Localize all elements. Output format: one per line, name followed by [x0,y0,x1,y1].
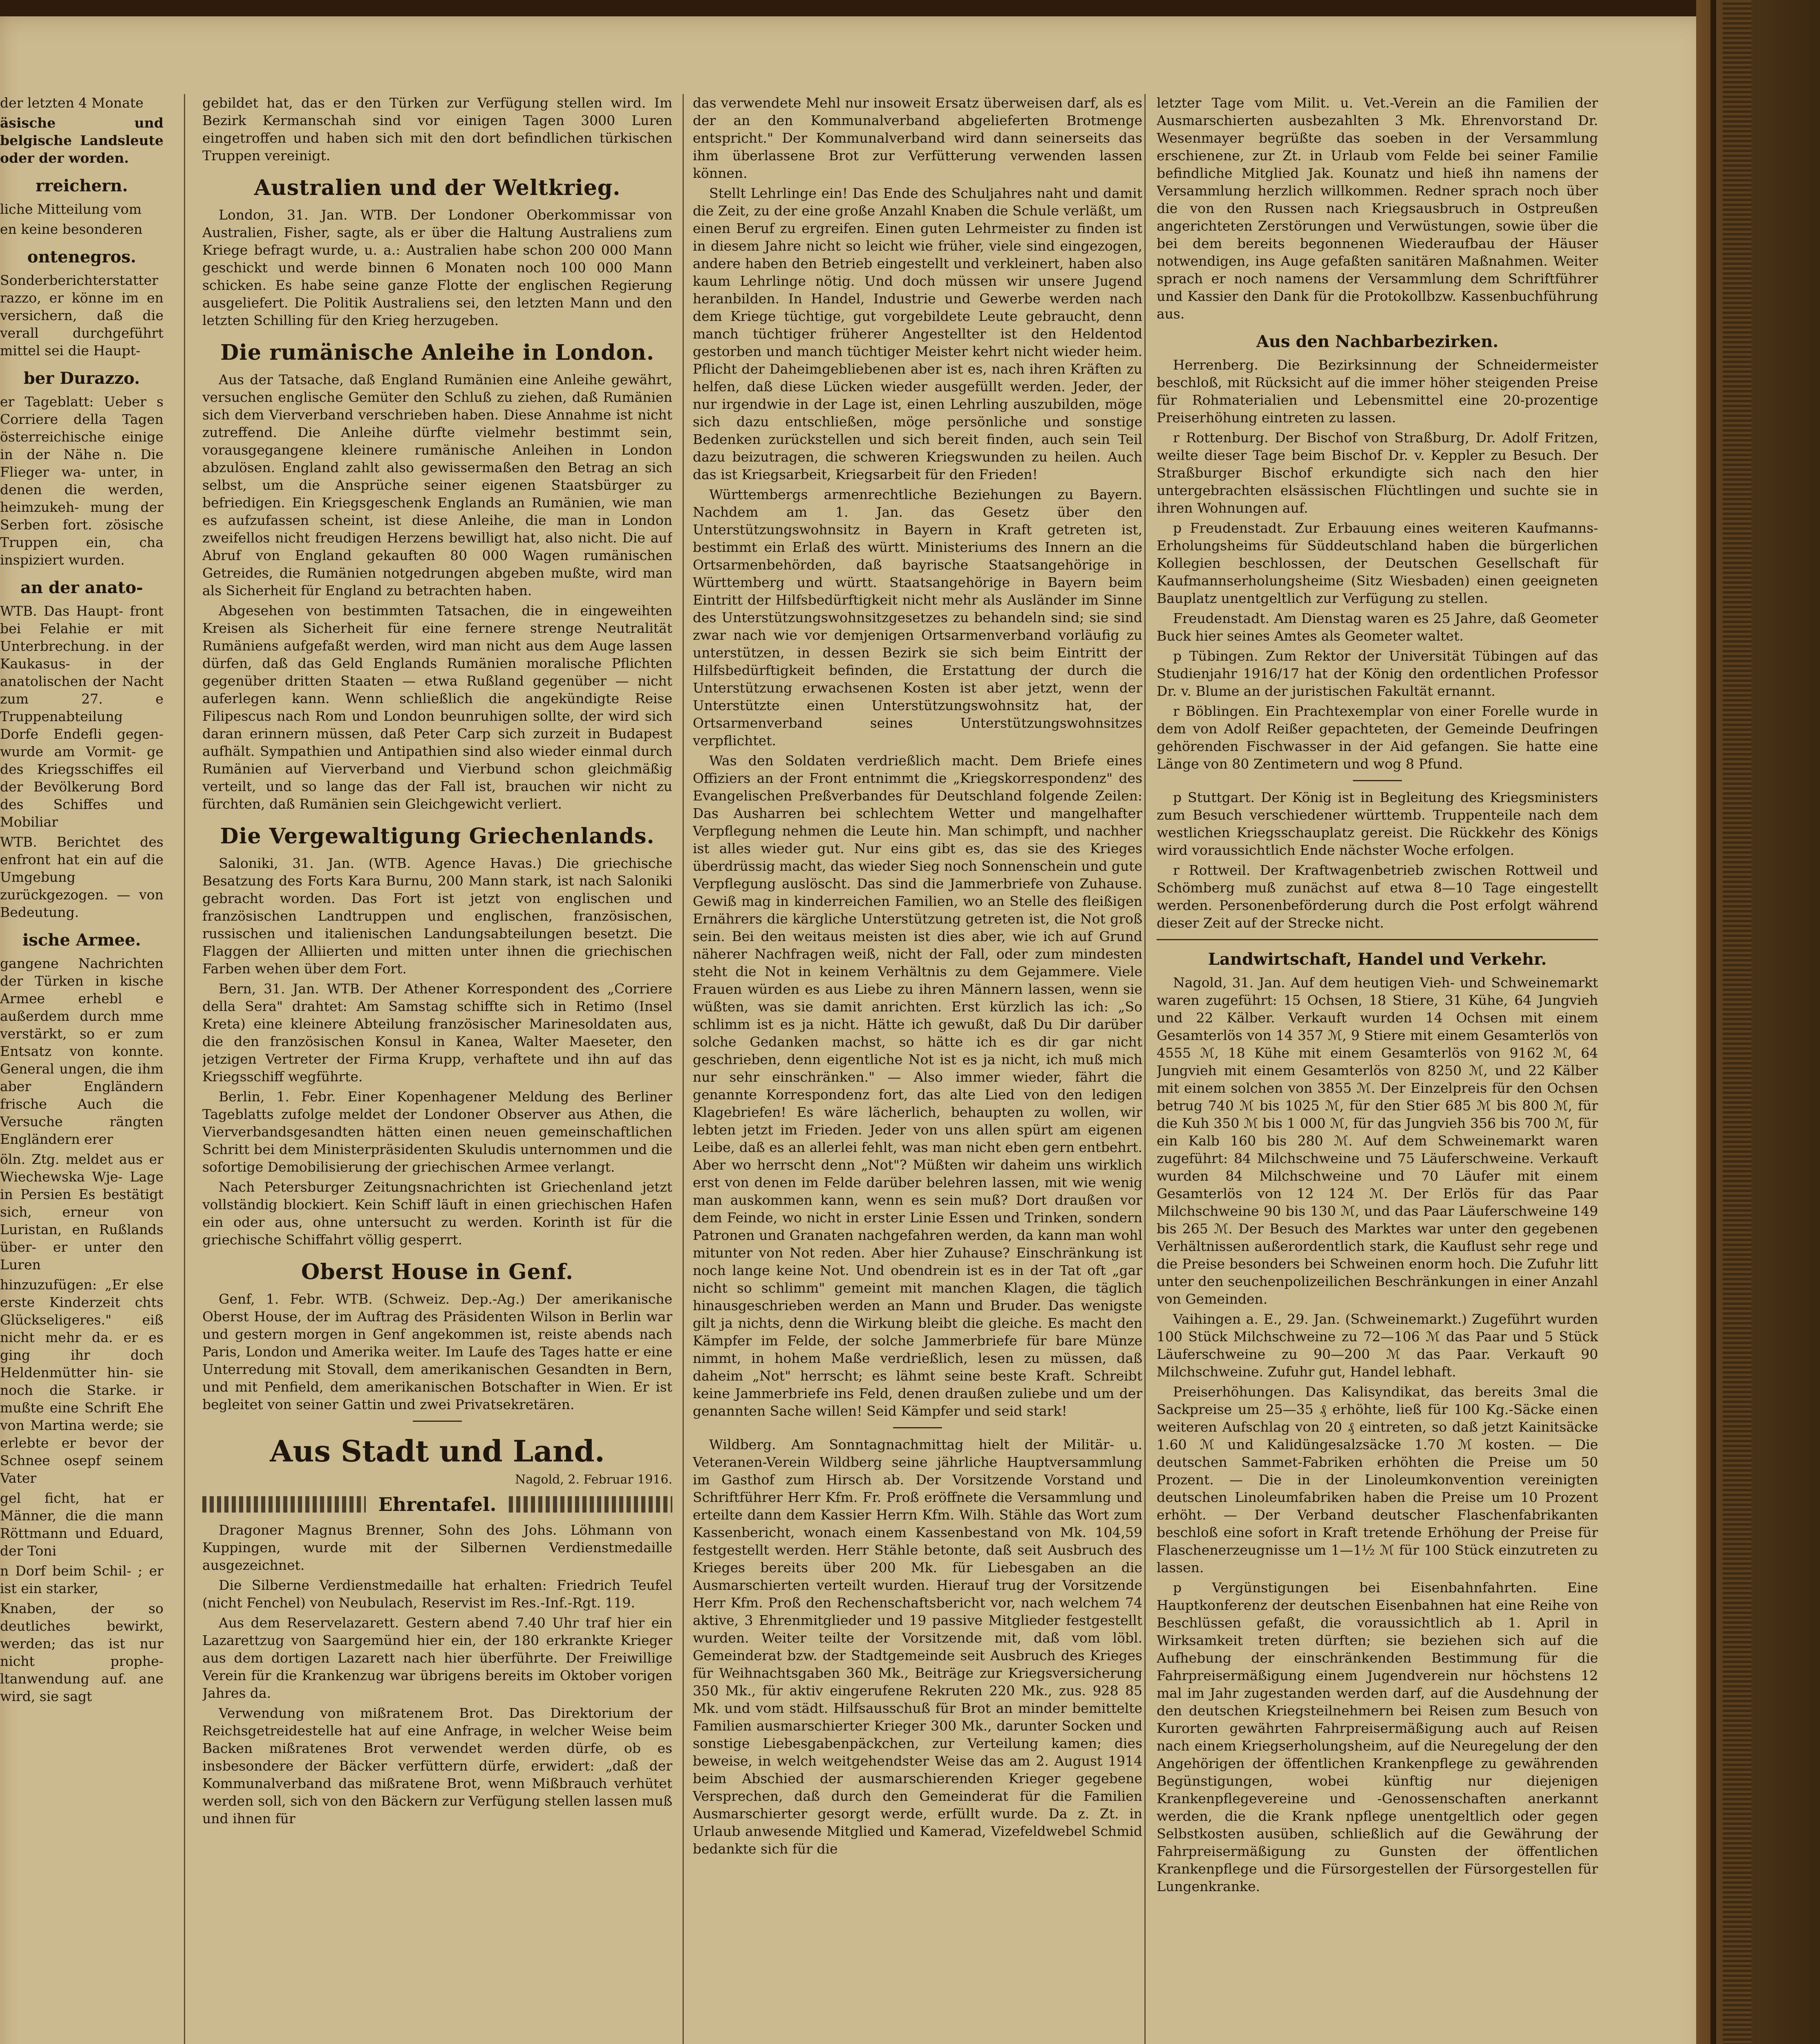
ehrentafel-banner [202,1493,672,1516]
article-paragraph: Berlin, 1. Febr. Einer Kopenhagener Meldung des Berliner Tageblatts zufolge meldet der Londoner Observer aus Athen, die Vierverbandsgesandten hätten einen neuen gemeinschaftlichen Schritt bei dem Ministerpräsidenten Skuludis unternommen und die sofortige Demobilisierung der griechischen Armee verlangt. [202,1089,672,1175]
article-paragraph: r Rottweil. Der Kraftwagenbetrieb zwischen Rottweil und Schömberg muß zunächst auf etwa 8—10 Tage eingestellt werden. Personenbeförderung durch die Post erfolgt während dieser Zeit auf der Strecke nicht. [1157,862,1598,931]
article-paragraph: p Vergünstigungen bei Eisenbahnfahrten. Eine Hauptkonferenz der deutschen Eisenbahnen hat eine Reihe von Beschlüssen gefaßt, die voraussichtlich ab 1. April in Wirksamkeit treten dürften; sie beziehen sich auf die Aufhebung der einschränkenden Bestimmung für die Fahrpreisermäßigung einem Jugendverein nur höchstens 12 mal im Jahr zugestanden werden darf, auf die Ausdehnung der den deutschen Kriegsteilnehmern bei Reisen zum Besuch von Kurorten gewährten Fahrpreisermäßigung auch auf Reisen nach einem Kriegserholungsheim, auf die Neuregelung der den Angehörigen der öffentlichen Krankenpflege zu gewährenden Begünstigungen, wobei künftig nur diejenigen Krankenpflegevereine und -Genossenschaften anerkannt werden, die die Krank npflege unentgeltlich oder gegen Selbstkosten ausüben, schließlich auf die Gewährung der Fahrpreisermäßigung zu Gunsten der öffentlichen Krankenpflege und die Fürsorgestellen der Fürsorgestellen für Lungenkranke. [1157,1580,1598,1894]
fragment-heading: ber Durazzo. [23,369,140,388]
fragment-heading: an der anato- [20,578,143,597]
article-paragraph: p Tübingen. Zum Rektor der Universität Tübingen auf das Studienjahr 1916/17 hat der König den ordentlichen Professor Dr. v. Blume an der juristischen Fakultät ernannt. [1157,648,1598,699]
column-rule [683,94,684,2044]
newspaper-page [0,16,1725,2044]
ornament [202,1496,366,1513]
fragment: n Dorf beim Schil- ; er ist ein starker, [0,1563,163,1596]
section-divider [413,1421,462,1422]
article-paragraph: r Rottenburg. Der Bischof von Straßburg, Dr. Adolf Fritzen, weilte dieser Tage beim Bischof Dr. v. Keppler zu Besuch. Der Straßburger Bischof erkundigte sich nach den hier untergebrachten elsässischen Flüchtlingen und suchte sie in ihren Wohnungen auf. [1157,430,1598,516]
article-paragraph: Württembergs armenrechtliche Beziehungen zu Bayern. Nachdem am 1. Jan. das Gesetz über den Unterstützungswohnsitz in Bayern in Kraft getreten ist, bestimmt ein Erlaß des württ. Ministeriums des Innern an die Ortsarmenbehörden, daß bayrische Staatsangehörige in Württemberg und württ. Staatsangehörige in Bayern beim Eintritt der Hilfsbedürftigkeit nicht mehr als Ausländer im Sinne des Unterstützungswohnsitzgesetzes zu behandeln sind; sie sind zwar nach wie vor demjenigen Ortsarmenverband vorläufig zu unterstützen, in dessen Bezirk sie sich beim Eintritt der Hilfsbedürftigkeit befinden, die Erstattung der durch die Unterstützung erwachsenen Kosten ist aber jetzt, wenn der Unterstützte einen Unterstützungswohnsitz hat, der Ortsarmenverband seines Unterstützungswohnsitzes verpflichtet. [693,486,1142,749]
fragment: er Tageblatt: Ueber s Corriere della Tagen österreichische einige in der Nähe n. Die Flieger wa- unter, in denen die werden, heimzukeh- mung der Serben fort. zösische Truppen ein, cha inspiziert wurden. [0,394,163,568]
article-paragraph: Bern, 31. Jan. WTB. Der Athener Korrespondent des „Corriere della Sera" drahtet: Am Samstag schiffte sich in Retimo (Insel Kreta) eine kleinere Abteilung französischer Marinesoldaten aus, die den französischen Konsul in Kanea, Walter Maeseter, den jetzigen Vertreter der Firma Krupp, verhaftete und ihn auf das Kriegsschiff wegführte. [202,981,672,1085]
ornament [509,1496,672,1513]
article-paragraph: Preiserhöhungen. Das Kalisyndikat, das bereits 3mal die Sackpreise um 25—35 ₰ erhöhte, ließ für 100 Kg.-Säcke einen weiteren Aufschlag von 20 ₰ eintreten, so daß jetzt Kainitsäcke 1.60 ℳ und Kalidüngesalzsäcke 1.70 ℳ kosten. — Die deutschen Sammet-Fabriken erhöhten die Preise um 50 Prozent. — Die in der Linoleumkonvention vereinigten deutschen Linoleumfabriken haben die Preise um 10 Prozent erhöht. — Der Verband deutscher Flaschenfabrikanten beschloß eine sofort in Kraft tretende Erhöhung der Preise für Flaschenerzeugnisse um 1—1½ ℳ für 100 Stück einzutreten zu lassen. [1157,1384,1598,1576]
column-rule [1144,94,1146,2044]
dateline: Nagold, 2. Februar 1916. [515,1472,672,1487]
binding-pages [1723,0,1751,2044]
article-paragraph: das verwendete Mehl nur insoweit Ersatz überweisen darf, als es der an den Kommunalverband abgelieferten Brotmenge entspricht." Der Kommunalverband wird dann seinerseits das ihm überlassene Brot zur Verfütterung verwenden lassen können. [693,95,1142,181]
article-paragraph: Nach Petersburger Zeitungsnachrichten ist Griechenland jetzt vollständig blockiert. Kein Schiff läuft in einen griechischen Hafen ein oder aus, ohne untersucht zu werden. Korinth ist für die griechische Schiffahrt völlig gesperrt. [202,1179,672,1248]
article-paragraph: gebildet hat, das er den Türken zur Verfügung stellen wird. Im Bezirk Kermanschah sind vor einigen Tagen 3000 Luren eingetroffen und haben sich mit den dort befindlichen türkischen Truppen vereinigt. [202,95,672,164]
headline-nachbarbezirke: Aus den Nachbarbezirken. [1256,332,1499,351]
column-rule [184,94,185,2044]
article-paragraph: Die Silberne Verdienstmedaille hat erhalten: Friedrich Teufel (nicht Fenchel) von Neubulach, Reservist im Res.-Inf.-Rgt. 119. [202,1577,672,1611]
article-paragraph: p Freudenstadt. Zur Erbauung eines weiteren Kaufmanns-Erholungsheims für Süddeutschland haben die bürgerlichen Kollegien beschlossen, der Deutschen Gesellschaft für Kaufmannserholungsheime (Sitz Wiesbaden) einen geeigneten Bauplatz unentgeltlich zur Verfügung zu stellen. [1157,520,1598,606]
article-paragraph: Aus der Tatsache, daß England Rumänien eine Anleihe gewährt, versuchen englische Gemüter den Schluß zu ziehen, daß Rumänien sich dem Vierverband verschrieben haben. Diese Annahme ist nicht zutreffend. Die Anleihe dürfte vielmehr bestimmt sein, vorausgegangene kleinere rumänische Anleihen in London abzulösen. England zahlt also gewissermaßen den Betrag an sich selbst, um die Ansprüche seiner eigenen Staatsbürger zu befriedigen. Ein Kriegsgeschenk Englands an Rumänien, wie man es aufzufassen scheint, ist diese Anleihe, die man in London zweifellos nicht freudigen Herzens bewilligt hat, also nicht. Die auf Abruf von England gekauften 80 000 Wagen rumänischen Getreides, die Rumänien notgedrungen abgeben mußte, wird man als Sicherheit für England zu betrachten haben. [202,372,672,598]
column-2 [693,94,1142,2044]
article-paragraph: Was den Soldaten verdrießlich macht. Dem Briefe eines Offiziers an der Front entnimmt die „Kriegskorrespondenz" des Evangelischen Preßverbandes für Deutschland folgende Zeilen: Das Ausharren bei schlechtem Wetter und mangelhafter Verpflegung nehmen die Leute hin. Man schimpft, und nachher ist alles wieder gut. Nur eins gibt es, das sie des Krieges überdrüssig macht, das wieder Sieg noch Sonnenschein und gute Verpflegung auslöscht. Das sind die Jammerbriefe von Zuhause. Gewiß mag in kinderreichen Familien, wo an Stelle des fleißigen Ernährers die kärgliche Unterstützung getreten ist, die Not groß sein. Bei den weitaus meisten ist dies aber, wie ich auf Grund näherer Nachfragen weiß, nicht der Fall, oder zum mindesten steht die Not in keinem Verhältnis zu dem Gejammere. Viele Frauen würden es aus Liebe zu ihren Männern lassen, wenn sie wüßten, was sie damit anrichten. Erst kürzlich las ich: „So schlimm ist es ja nicht. Hätte ich gewußt, daß Du Dir darüber solche Gedanken machst, so hätte ich es dir gar nicht geschrieben, denn eigentliche Not ist es ja nicht, ich muß mich nur sehr einschränken." — Also immer wieder, fährt die genannte Korrespondenz fort, das alte Lied von den ledigen Klagebriefen! Es wäre lächerlich, behaupten zu wollen, wir lebten jetzt im Frieden. Jeder von uns allen spürt am eigenen Leibe, daß es an allerlei fehlt, was man nicht eben gern entbehrt. Aber wo herrscht denn „Not"? Müßten wir daheim uns wirklich erst von denen im Felde darüber belehren lassen, mit wie wenig man auskommen kann, wenn es sein muß? Dort draußen vor dem Feinde, wo nicht in erster Linie Essen und Trinken, sondern Patronen und Granaten nachgefahren werden, da kann man wohl mitunter von Not reden. Aber hier Zuhause? Einschränkung ist noch lange keine Not. Und obendrein ist es in der Tat oft „gar nicht so schlimm" gemeint mit manchen Klagen, die täglich hinausgeschrieben werden an Mann und Bruder. Das wenigste gilt ja nichts, denn die Wirkung bleibt die gleiche. Es macht den Kämpfer im Felde, der solche Jammerbriefe für bare Münze nimmt, in hohem Maße verdrießlich, lesen zu müssen, daß daheim „Not" herrscht; es lähmt seine beste Kraft. Schreibt keine Jammerbriefe ins Feld, denen draußen zuliebe und um der genannten Sache willen! Seid Kämpfer und seid stark! [693,753,1142,1419]
article-paragraph: Genf, 1. Febr. WTB. (Schweiz. Dep.-Ag.) Der amerikanische Oberst House, der im Auftrag des Präsidenten Wilson in Berlin war und gestern morgen in Genf angekommen ist, reiste abends nach Paris, London und Amerika weiter. Im Laufe des Tages hatte er eine Unterredung mit Stovall, dem amerikanischen Gesandten in Bern, und mit Penfield, dem amerikanischen Botschafter in Wien. Er ist begleitet von seiner Gattin und zwei Privatsekretären. [202,1291,672,1412]
article-paragraph: Vaihingen a. E., 29. Jan. (Schweinemarkt.) Zugeführt wurden 100 Stück Milchschweine zu 72—106 ℳ das Paar und 5 Stück Läuferschweine zu 90—200 ℳ das Paar. Verkauft 90 Milchschweine. Zufuhr gut, Handel lebhaft. [1157,1311,1598,1380]
headline-house: Oberst House in Genf. [301,1260,574,1284]
section-divider [893,1427,942,1428]
fragment: en keine besonderen [0,221,143,237]
headline-anleihe: Die rumänische Anleihe in London. [220,340,654,365]
column-3 [1157,94,1598,2044]
article-paragraph: Aus dem Reservelazarett. Gestern abend 7.40 Uhr traf hier ein Lazarettzug von Saargemünd hier ein, der 180 erkrankte Krieger aus dem dortigen Lazarett nach hier überführte. Der Freiwillige Verein für die Krankenzug war übrigens bereits im Oktober vorigen Jahres da. [202,1615,672,1701]
fragment: der letzten 4 Monate [0,95,144,111]
headline-australien: Australien und der Weltkrieg. [254,175,621,200]
article-paragraph: Verwendung von mißratenem Brot. Das Direktorium der Reichsgetreidestelle hat auf eine Anfrage, in welcher Weise beim Backen mißratenes Brot verwendet werden dürfe, ob es insbesondere der Bäcker verfüttern dürfe, erwidert: „daß der Kommunalverband das mißratene Brot, wenn Mißbrauch verhütet werden soll, sich von den Bäckern zur Verfügung stellen lassen muß und ihnen für [202,1705,672,1827]
fragment-heading: ische Armee. [22,930,141,950]
column-1 [202,94,672,2044]
section-divider [1157,939,1598,940]
article-paragraph: Nagold, 31. Jan. Auf dem heutigen Vieh- und Schweinemarkt waren zugeführt: 15 Ochsen, 18 Stiere, 31 Kühe, 64 Jungvieh und 22 Kälber. Verkauft wurden 14 Ochsen mit einem Gesamterlös von 14 357 ℳ, 9 Stiere mit einem Gesamterlös von 4555 ℳ, 18 Kühe mit einem Gesamterlös von 9162 ℳ, 64 Jungvieh mit einem Gesamterlös von 8250 ℳ, und 22 Kälber mit einem solchen von 3855 ℳ. Der Einzelpreis für den Ochsen betrug 740 ℳ bis 1025 ℳ, für den Stier 685 ℳ bis 800 ℳ, für die Kuh 350 ℳ bis 1 000 ℳ, für das Jungvieh 356 bis 700 ℳ, für ein Kalb 160 bis 280 ℳ. Auf dem Schweinemarkt waren zugeführt: 84 Milchschweine und 75 Läuferschweine. Verkauft wurden 84 Milchschweine und 70 Läufer mit einem Gesamterlös von 12 124 ℳ. Der Erlös für das Paar Milchschweine 90 bis 130 ℳ, und das Paar Läuferschweine 149 bis 265 ℳ. Der Besuch des Marktes war unter den gegebenen Verhältnissen außerordentlich stark, die Kauflust sehr rege und die Preise besonders bei Schweinen enorm hoch. Die Zufuhr litt unter den seuchenpolizeilichen Beschränkungen in einer Anzahl von Gemeinden. [1157,975,1598,1307]
ehrentafel-title: Ehrentafel. [378,1493,497,1515]
fragment-heading: ontenegros. [27,247,137,267]
fragment: WTB. Berichtet des enfront hat ein auf die Umgebung zurückgezogen. — von Bedeutung. [0,834,163,920]
fragment: WTB. Das Haupt- front bei Felahie er mit Unterbrechung. in der Kaukasus- in der anatolischen der Nacht zum 27. e Truppenabteilung Dorfe Endefli gegen- wurde am Vormit- ge des Kriegsschiffes eil der Bevölkerung Bord des Schiffes und Mobiliar [0,603,163,830]
article-paragraph: p Stuttgart. Der König ist in Begleitung des Kriegsministers zum Besuch verschiedener württemb. Truppenteile nach dem westlichen Kriegsschauplatz gereist. Die Rückkehr des Königs wird voraussichtlich Ende nächster Woche erfolgen. [1157,789,1598,858]
article-paragraph: Wildberg. Am Sonntagnachmittag hielt der Militär- u. Veteranen-Verein Wildberg seine jährliche Hauptversammlung im Gasthof zum Hirsch ab. Der Vorsitzende Vorstand und Schriftführer Herr Kfm. Fr. Proß eröffnete die Versammlung und erteilte dann dem Kassier Herrn Kfm. Wilh. Stähle das Wort zum Kassenbericht, wonach einem Kassenbestand von Mk. 104,59 festgestellt werden. Herr Stähle betonte, daß seit Ausbruch des Krieges bereits über 200 Mk. für Liebesgaben an die Ausmarschierten verteilt wurden. Hierauf trug der Vorsitzende Herr Kfm. Proß den Rechenschaftsbericht vor, nach welchem 74 aktive, 3 Ehrenmitglieder und 19 passive Mitglieder festgestellt wurden. Weiter teilte der Vorsitzende mit, daß vom löbl. Gemeinderat bzw. der Stadtgemeinde seit Ausbruch des Krieges für Weihnachtsgaben 360 Mk., Beiträge zur Kriegsversicherung 350 Mk., für aktiv eingerufene Rekruten 220 Mk., zus. 928 85 Mk. und vom städt. Hilfsausschuß für Brot an minder bemittelte Familien ausmarschierter Krieger 300 Mk., darunter Socken und sonstige Liebesgabenpäckchen, zur Verteilung kamen; dies beweise, in welch weitgehendster Weise das am 2. August 1914 beim Abschied der ausmarschierenden Krieger gegebene Versprechen, daß durch den Gemeinderat für die Familien Ausmarschierter gesorgt werde, erfüllt wurde. Da z. Zt. in Urlaub anwesende Mitglied und Kamerad, Vizefeldwebel Schmid bedankte sich für die [693,1437,1142,1857]
article-paragraph: r Böblingen. Ein Prachtexemplar von einer Forelle wurde in dem von Adolf Reißer gepachteten, der Gemeinde Deufringen gehörenden Fischwasser in der Aid gefangen. Sie hatte eine Länge von 80 Zentimetern und wog 8 Pfund. [1157,703,1598,772]
fragment: öln. Ztg. meldet aus er Wiechewska Wje- Lage in Persien Es bestätigt sich, erneur von Luristan, en Rußlands über- er unter den Luren [0,1151,163,1273]
fragment: Knaben, der so deutliches bewirkt, werden; das ist nur nicht prophe- ltanwendung auf. ane wird, sie sagt [0,1600,163,1704]
fragment: Sonderberichterstatter razzo, er könne im en versichern, daß die verall durchgeführt mittel sei die Haupt- [0,272,163,359]
article-paragraph: Herrenberg. Die Bezirksinnung der Schneidermeister beschloß, mit Rücksicht auf die immer höher steigenden Preise für Rohmaterialien und Lebensmittel eine 20-prozentige Preiserhöhung eintreten zu lassen. [1157,357,1598,426]
article-paragraph: Saloniki, 31. Jan. (WTB. Agence Havas.) Die griechische Besatzung des Forts Kara Burnu, 200 Mann stark, ist nach Saloniki gebracht worden. Das Fort ist jetzt von englischen und französischen Landtruppen und englischen, französischen, russischen und italienischen Landungsabteilungen besetzt. Die Flaggen der Alliierten und mitten unter ihnen die griechischen Farben wehen über dem Fort. [202,855,672,977]
article-paragraph: Dragoner Magnus Brenner, Sohn des Johs. Löhmann von Kuppingen, wurde mit der Silbernen Verdienstmedaille ausgezeichnet. [202,1522,672,1573]
fragment: gel ficht, hat er Männer, die die mann Röttmann und Eduard, der Toni [0,1490,163,1559]
article-paragraph: London, 31. Jan. WTB. Der Londoner Oberkommissar von Australien, Fisher, sagte, als er über die Haltung Australiens zum Kriege befragt wurde, u. a.: Australien habe schon 200 000 Mann geschickt und werde binnen 6 Monaten noch 100 000 Mann schicken. Es habe seine ganze Flotte der englischen Regierung ausgeliefert. Die Politik Australiens sei, den letzten Mann und den letzten Schilling für den Krieg herzugeben. [202,207,672,328]
headline-landwirtschaft: Landwirtschaft, Handel und Verkehr. [1208,950,1547,969]
binding-edge [1710,0,1716,2044]
fragment: gangene Nachrichten der Türken in kische Armee erhebl e außerdem durch mme verstärkt, so er zum Entsatz von konnte. General ungen, die ihm aber Engländern frische Auch die Versuche rängten Engländern erer [0,955,163,1147]
column-left-cropped [0,94,163,2044]
article-paragraph: Abgesehen von bestimmten Tatsachen, die in eingeweihten Kreisen als Sicherheit für eine fernere strenge Neutralität Rumäniens aufgefaßt werden, wird man nicht aus dem Auge lassen dürfen, daß das Geld Englands Rumänien moralische Pflichten gegenüber dritten Staaten — etwa Rußland gegenüber — nicht auferlegen kann. Wenn schließlich die angekündigte Reise Filipescus nach Rom und London beunruhigen sollte, der wird sich daran erinnern müssen, daß Peter Carp sich zurzeit in Budapest aufhält. Sympathien und Antipathien sind also wieder einmal durch Rumänien auf Vierverband und Vierbund schon gleichmäßig verteilt, und so lange das der Fall ist, brauchen wir nicht zu fürchten, daß Rumänien sein Gleichgewicht verliert. [202,603,672,812]
section-title-stadt-land: Aus Stadt und Land. [270,1434,605,1468]
fragment: liche Mitteilung vom [0,201,142,217]
article-paragraph: Stellt Lehrlinge ein! Das Ende des Schuljahres naht und damit die Zeit, zu der eine große Anzahl Knaben die Schule verläßt, um einen Beruf zu ergreifen. Einen guten Lehrmeister zu finden ist in diesem Jahre nicht so leicht wie früher, viele sind eingezogen, andere haben den Betrieb eingestellt und verkleinert, haben also kaum Lehrlinge nötig. Und doch müssen wir unsere Jugend heranbilden. In Handel, Industrie und Gewerbe werden nach dem Kriege tüchtige, gut vorgebildete Leute gebraucht, denn manch tüchtiger früherer Angestellter ist den Heldentod gestorben und manch tüchtiger Meister kehrt nicht wieder heim. Pflicht der Daheimgebliebenen aber ist es, nach ihren Kräften zu helfen, daß diese Lücken wieder ausgefüllt werden. Jeder, der nur irgendwie in der Lage ist, einen Lehrling auszubilden, möge sich dazu entschließen, möge persönliche und sonstige Bedenken zurückstellen und sich bereit finden, auch sein Teil dazu beizutragen, die schweren Kriegswunden zu heilen. Auch das ist Kriegsarbeit, Kriegsarbeit für den Frieden! [693,185,1142,482]
article-paragraph: letzter Tage vom Milit. u. Vet.-Verein an die Familien der Ausmarschierten ausbezahlten 3 Mk. Ehrenvorstand Dr. Wesenmayer begrüßte das soeben in der Versammlung erschienene, zur Zt. in Urlaub vom Felde bei seiner Familie befindliche Mitglied Jak. Kounatz und hieß ihn namens der Versammlung herzlich willkommen. Redner sprach noch über die von den Russen nach Kriegsausbruch in Ostpreußen angerichteten Zerstörungen und Verwüstungen, sowie über die bei dem bereits begonnenen Wiederaufbau der Häuser notwendigen, ins Auge gefaßten sanitären Maßnahmen. Weiter sprach er noch namens der Versammlung dem Schriftführer und Kassier den Dank für die Protokollbzw. Kassenbuchführung aus. [1157,95,1598,322]
headline-griechenland: Die Vergewaltigung Griechenlands. [220,824,655,849]
fragment: äsische und belgische Landsleute oder der worden. [0,115,163,166]
article-paragraph: Freudenstadt. Am Dienstag waren es 25 Jahre, daß Geometer Buck hier seines Amtes als Geometer waltet. [1157,610,1598,644]
section-divider [1353,780,1402,781]
fragment: hinzuzufügen: „Er else erste Kinderzeit chts Glückseligeres." eiß nicht mehr da. er es ging ihr doch Heldenmütter hin- sie noch die Starke. ir mußte eine Schrift Ehe von Martina werde; sie erlebte er bevor der Schnee osepf seinem Vater [0,1277,163,1486]
fragment-heading: rreichern. [36,176,128,195]
